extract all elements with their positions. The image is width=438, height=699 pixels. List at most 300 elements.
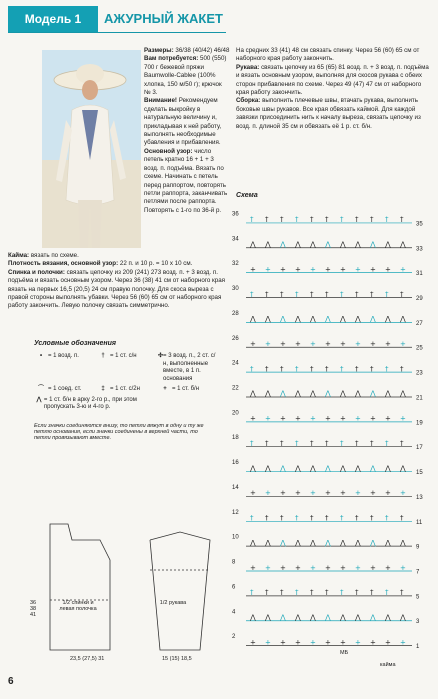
- chart-stitch-mark: †: [385, 588, 389, 597]
- row-number-left: 2: [232, 634, 236, 641]
- chart-stitch-mark: +: [355, 340, 361, 348]
- chart-stitch-mark: †: [310, 588, 314, 597]
- chart-stitch-mark: ⋀: [250, 389, 256, 398]
- gauge-label: Плотность вязания, основной узор:: [8, 260, 119, 268]
- chart-stitch-mark: †: [265, 290, 269, 299]
- chart-stitch-mark: †: [310, 514, 314, 523]
- chart-stitch-mark: †: [355, 514, 359, 523]
- assembly-paragraph: [236, 97, 432, 131]
- chart-stitch-mark: +: [340, 414, 346, 423]
- chart-stitch-mark: ⋀: [355, 613, 361, 622]
- need-value: 500 (550) 700 г бежевой пряжи Baumwolle-Cablee (100% хлопка, 150 м/50 г); крючок № 3.: [144, 55, 227, 97]
- chart-stitch-mark: ⋀: [370, 240, 376, 249]
- chart-stitch-mark: †: [355, 439, 359, 448]
- chart-stitch-mark: +: [280, 414, 286, 423]
- sleeve-piece: [150, 532, 210, 650]
- chart-stitch-mark: ⋀: [265, 538, 271, 547]
- chart-stitch-mark: †: [295, 215, 299, 224]
- chart-stitch-mark: +: [310, 563, 316, 572]
- chart-stitch-mark: +: [250, 638, 256, 647]
- chart-stitch-mark: ⋀: [325, 240, 331, 249]
- gauge-text: 22 п. и 10 р. = 10 х 10 см.: [119, 260, 193, 268]
- chart-stitch-mark: †: [325, 290, 329, 299]
- chart-stitch-mark: ⋀: [295, 240, 301, 249]
- chart-stitch-mark: ⋀: [355, 389, 361, 398]
- legend-text: = 1 ст. б/н: [172, 386, 200, 392]
- chart-stitch-mark: †: [265, 514, 269, 523]
- chart-stitch-mark: †: [325, 364, 329, 373]
- chart-stitch-mark: ⋀: [250, 538, 256, 547]
- chart-stitch-mark: ⋀: [280, 538, 286, 547]
- model-tab: Модель 1: [8, 6, 98, 32]
- chart-stitch-mark: ⋀: [310, 613, 316, 622]
- chart-stitch-mark: †: [310, 439, 314, 448]
- chart-stitch-mark: ⋀: [340, 315, 346, 324]
- chart-stitch-mark: ⋀: [370, 613, 376, 622]
- sizes-label: Размеры:: [144, 47, 174, 54]
- chart-stitch-mark: †: [265, 364, 269, 373]
- chart-stitch-mark: +: [340, 563, 346, 572]
- row-number-right: 29: [416, 296, 423, 302]
- pattern-label: Основной узор:: [144, 147, 193, 155]
- chart-stitch-mark: †: [340, 364, 344, 373]
- sleeves-label: Рукава:: [236, 63, 260, 71]
- sc-icon: +: [163, 386, 167, 392]
- border-paragraph: [8, 252, 230, 260]
- chart-stitch-mark: +: [370, 563, 376, 572]
- chart-stitch-mark: †: [370, 290, 374, 299]
- chart-stitch-mark: ⋀: [265, 464, 271, 473]
- assembly-label: Сборка:: [236, 97, 261, 105]
- page-title: АЖУРНЫЙ ЖАКЕТ: [104, 11, 223, 26]
- chart-stitch-mark: +: [265, 340, 271, 348]
- chart-stitch-mark: ⋀: [325, 464, 331, 473]
- legend-text: = 1 ст. с/2н: [110, 386, 140, 392]
- chart-stitch-mark: †: [370, 215, 374, 224]
- chart-stitch-mark: +: [385, 638, 391, 647]
- chart-stitch-mark: ⋀: [295, 613, 301, 622]
- legend-text: = 3 возд. п., 2 ст. с/н, выполненные вместе, в 1 п. основания: [163, 353, 216, 382]
- chart-stitch-mark: ⋀: [265, 613, 271, 622]
- chart-stitch-mark: +: [310, 414, 316, 423]
- chart-stitch-mark: ⋀: [385, 389, 391, 398]
- row-number-left: 16: [232, 460, 239, 467]
- back-cont-text: На средних 33 (41) 48 см связать спинку. Через 56 (60) 65 см от наборного края работу закончить.: [236, 47, 420, 63]
- chart-stitch-mark: †: [295, 514, 299, 523]
- chart-stitch-mark: ⋀: [325, 315, 331, 324]
- chart-stitch-mark: ⋀: [340, 538, 346, 547]
- chart-stitch-mark: +: [385, 265, 391, 274]
- chart-stitch-mark: +: [385, 489, 391, 498]
- chart-stitch-mark: +: [370, 265, 376, 274]
- legend-items: [34, 353, 224, 415]
- chart-stitch-mark: +: [295, 489, 301, 498]
- back-label: Спинка и полочки:: [8, 268, 65, 276]
- chart-stitch-mark: †: [280, 290, 284, 299]
- chart-stitch-mark: +: [325, 414, 331, 423]
- chart-stitch-mark: ⋀: [400, 315, 406, 324]
- sleeve-piece-title: 1/2 рукава: [159, 600, 187, 606]
- chart-stitch-mark: †: [250, 364, 254, 373]
- page-number: 6: [8, 676, 14, 687]
- chart-stitch-mark: ⋀: [400, 613, 406, 622]
- chart-stitch-mark: +: [340, 638, 346, 647]
- row-number-right: 5: [416, 594, 420, 601]
- sizes-value: 36/38 (40/42) 46/48: [175, 47, 230, 54]
- chart-stitch-mark: +: [355, 638, 361, 647]
- row-number-left: 4: [232, 609, 236, 616]
- chart-stitch-mark: ⋀: [385, 315, 391, 324]
- row-number-right: 15: [416, 470, 423, 477]
- chart-stitch-mark: †: [370, 364, 374, 373]
- chart-stitch-mark: +: [280, 265, 286, 274]
- chart-stitch-mark: ⋀: [325, 538, 331, 547]
- chart-stitch-mark: ⋀: [295, 538, 301, 547]
- chart-stitch-mark: +: [325, 638, 331, 647]
- chart-stitch-mark: ⋀: [370, 389, 376, 398]
- right-text: [236, 47, 432, 131]
- chart-stitch-mark: +: [340, 265, 346, 274]
- rapport-caption: МБ: [340, 650, 349, 656]
- border-caption: кайма: [380, 662, 396, 668]
- chart-stitch-mark: †: [265, 439, 269, 448]
- row-number-left: 6: [232, 584, 236, 591]
- chart-stitch-mark: ⋀: [385, 464, 391, 473]
- chart-stitch-mark: ⋀: [280, 240, 286, 249]
- back-lower-label: [30, 600, 36, 618]
- row-number-left: 18: [232, 435, 239, 442]
- model-photo: [42, 50, 141, 248]
- crochet-chart: [232, 200, 428, 660]
- slip-stitch-icon: ⌒: [37, 386, 44, 392]
- chart-stitch-mark: +: [340, 489, 346, 498]
- chart-stitch-mark: †: [265, 588, 269, 597]
- chart-stitch-mark: †: [385, 215, 389, 224]
- back-text: связать цепочку из 209 (241) 273 возд. п. + 3 возд. п. подъёма и вязать основным узором. Через 36 (38) 41 см от наборного края вязать на первых 16,5 (20,5) 24 см правую полочку. Для скоса выреза с правой стороны выполнять убавки. Через 56 (60) 65 см от наборного края работу закончить. Левую полочку связать симметрично.: [8, 268, 225, 310]
- row-number-left: 10: [232, 534, 239, 541]
- chart-stitch-mark: ⋀: [355, 538, 361, 547]
- row-number-left: 28: [232, 310, 239, 317]
- chart-stitch-mark: +: [310, 489, 316, 498]
- chain-icon: •: [39, 353, 43, 359]
- chart-stitch-mark: ⋀: [295, 464, 301, 473]
- chart-stitch-mark: ⋀: [265, 389, 271, 398]
- legend-item: [34, 353, 96, 383]
- chart-stitch-mark: †: [370, 439, 374, 448]
- legend-text: = 1 ст. б/н в арку 2-го р., при этом пропускать 3-ю и 4-го р.: [43, 396, 137, 410]
- body-text: [8, 252, 230, 311]
- back-bottom-label: 23,5 (27,5) 31: [70, 656, 105, 662]
- legend-note: Если значки соединяются внизу, то петли вяжут в одну и ту же петлю основания, если значки соединены в верхней части, то петли провязывают вместе.: [34, 422, 204, 441]
- dim-text: 15: [162, 656, 169, 662]
- chart-stitch-mark: †: [295, 588, 299, 597]
- chart-stitch-mark: ⋀: [250, 240, 256, 249]
- chart-stitch-mark: †: [280, 514, 284, 523]
- pattern-value: число петель кратно 16 + 1 + 3 возд. п. подъёма. Вязать по схеме. Начинать с петель перед раппортом, повторять петли раппорта, заканчивать петлями после раппорта. Повторять с 1-го по 36-й р.: [144, 147, 228, 214]
- chart-stitch-mark: ⋀: [385, 538, 391, 547]
- sleeves-paragraph: [236, 64, 432, 98]
- chart-stitch-mark: +: [265, 489, 271, 498]
- chart-stitch-mark: +: [250, 340, 256, 348]
- chart-stitch-mark: ⋀: [250, 464, 256, 473]
- back-piece-title: 1/2 спинки и левая полочка: [59, 600, 97, 612]
- chart-stitch-mark: †: [385, 290, 389, 299]
- chart-grid: [232, 211, 423, 650]
- chart-stitch-mark: +: [400, 414, 406, 423]
- chart-stitch-mark: †: [325, 514, 329, 523]
- row-number-right: 3: [416, 619, 420, 626]
- chart-stitch-mark: †: [385, 439, 389, 448]
- border-label: Кайма:: [8, 252, 30, 259]
- chart-stitch-mark: ⋀: [355, 464, 361, 473]
- chart-stitch-mark: ⋀: [340, 464, 346, 473]
- legend-item: [158, 386, 220, 394]
- chart-stitch-mark: †: [250, 514, 254, 523]
- chart-stitch-mark: +: [310, 638, 316, 647]
- chart-stitch-mark: +: [355, 489, 361, 498]
- chart-stitch-mark: +: [250, 563, 256, 572]
- chart-stitch-mark: ⋀: [250, 613, 256, 622]
- chart-stitch-mark: +: [385, 414, 391, 423]
- chart-stitch-mark: †: [310, 290, 314, 299]
- chart-stitch-mark: †: [250, 588, 254, 597]
- chart-stitch-mark: ⋀: [400, 464, 406, 473]
- sc-arch-icon: ⋀: [36, 396, 42, 403]
- chart-stitch-mark: †: [400, 514, 404, 523]
- gauge-paragraph: [8, 260, 230, 268]
- attention-label: Внимание!: [144, 97, 177, 105]
- row-number-right: 35: [416, 221, 423, 228]
- chart-stitch-mark: †: [340, 514, 344, 523]
- legend-item: [96, 386, 158, 394]
- chart-stitch-mark: +: [355, 563, 361, 572]
- need-label: Вам потребуется:: [144, 55, 199, 63]
- chart-stitch-mark: +: [250, 414, 256, 423]
- chart-stitch-mark: †: [310, 364, 314, 373]
- chart-stitch-mark: ⋀: [325, 389, 331, 398]
- chart-stitch-mark: +: [265, 563, 271, 572]
- chart-stitch-mark: †: [370, 588, 374, 597]
- chart-stitch-mark: +: [355, 414, 361, 423]
- chart-stitch-mark: †: [355, 290, 359, 299]
- chart-stitch-mark: ⋀: [355, 315, 361, 324]
- chart-stitch-mark: +: [355, 265, 361, 274]
- row-number-right: 17: [416, 445, 423, 452]
- chart-stitch-mark: †: [400, 290, 404, 299]
- chart-stitch-mark: +: [265, 265, 271, 274]
- chart-stitch-mark: +: [325, 489, 331, 498]
- chart-stitch-mark: †: [385, 364, 389, 373]
- back-continuation: [236, 47, 432, 64]
- chart-stitch-mark: +: [340, 340, 346, 348]
- chart-stitch-mark: +: [400, 340, 406, 348]
- chart-stitch-mark: †: [325, 588, 329, 597]
- chart-stitch-mark: +: [280, 340, 286, 348]
- row-number-right: 25: [416, 345, 423, 352]
- chart-stitch-mark: +: [265, 414, 271, 423]
- chart-stitch-mark: ⋀: [370, 464, 376, 473]
- assembly-text: выполнить плечевые швы, втачать рукава, выполнить боковые швы рукавов. Все края обвязать каймой. Для каждой завязки присоединить нить к началу выреза, связать цепочку из возд. п. длиной 35 см и обвязать её 1 р. ст. б/н.: [236, 97, 421, 130]
- row-number-left: 14: [232, 484, 239, 491]
- chart-stitch-mark: +: [325, 563, 331, 572]
- row-number-left: 24: [232, 360, 239, 367]
- dc-icon: †: [101, 353, 105, 359]
- legend-title: Условные обозначения: [34, 340, 117, 347]
- chart-stitch-mark: †: [340, 290, 344, 299]
- dim-text: 23,5: [70, 656, 81, 662]
- photo-illustration: [42, 50, 141, 248]
- chart-stitch-mark: ⋀: [265, 240, 271, 249]
- row-number-right: 1: [416, 644, 420, 651]
- chart-stitch-mark: +: [400, 265, 406, 274]
- row-number-left: 30: [232, 286, 239, 293]
- legend-item: [34, 397, 158, 412]
- chart-stitch-mark: ⋀: [280, 315, 286, 324]
- spec-block: [144, 47, 230, 215]
- chart-stitch-mark: +: [250, 489, 256, 498]
- chart-stitch-mark: ⋀: [295, 315, 301, 324]
- legend-text: = 1 соед. ст.: [48, 386, 82, 392]
- chart-stitch-mark: +: [280, 638, 286, 647]
- chart-stitch-mark: +: [295, 638, 301, 647]
- chart-stitch-mark: +: [400, 489, 406, 498]
- chart-stitch-mark: ⋀: [250, 315, 256, 324]
- chart-stitch-mark: ⋀: [385, 613, 391, 622]
- chart-stitch-mark: †: [295, 439, 299, 448]
- row-number-left: 26: [232, 335, 239, 342]
- row-number-left: 22: [232, 385, 239, 392]
- legend-text: = 1 ст. с/н: [110, 353, 137, 359]
- chart-stitch-mark: †: [355, 215, 359, 224]
- row-number-right: 31: [416, 271, 423, 278]
- border-text: вязать по схеме.: [30, 252, 79, 259]
- row-number-right: 21: [416, 395, 423, 402]
- chart-stitch-mark: †: [250, 439, 254, 448]
- chart-stitch-mark: ⋀: [400, 240, 406, 249]
- chart-stitch-mark: +: [325, 265, 331, 274]
- chart-stitch-mark: ⋀: [385, 240, 391, 249]
- row-number-left: 32: [232, 261, 239, 268]
- back-piece: [50, 524, 110, 650]
- chart-stitch-mark: +: [295, 563, 301, 572]
- chart-stitch-mark: +: [295, 340, 301, 348]
- chart-stitch-mark: †: [340, 439, 344, 448]
- chart-stitch-mark: †: [325, 439, 329, 448]
- legend-item: [34, 386, 96, 394]
- sleeves-text: связать цепочку из 65 (65) 81 возд. п. + 3 возд. п. подъёма и вязать основным узором, выполняя для скосов рукава с обеих сторон прибавления по схеме. Через 49 (47) 47 см от наборного края работу закончить.: [236, 63, 429, 97]
- chart-stitch-mark: +: [265, 638, 271, 647]
- legend-item: [96, 353, 158, 383]
- header-rule: [8, 32, 226, 33]
- dim-text: 36: [30, 600, 37, 606]
- chart-stitch-mark: †: [400, 588, 404, 597]
- chart-stitch-mark: ⋀: [340, 613, 346, 622]
- chart-stitch-mark: +: [280, 563, 286, 572]
- row-number-right: 27: [416, 320, 423, 327]
- chart-stitch-mark: †: [295, 364, 299, 373]
- chart-stitch-mark: ⋀: [280, 389, 286, 398]
- chart-stitch-mark: †: [355, 588, 359, 597]
- attention-value: Рекомендуем сделать выкройку в натуральную величину и, прикладывая к ней работу, выполнять необходимые убавления и прибавления.: [144, 97, 222, 147]
- chart-stitch-mark: ⋀: [370, 538, 376, 547]
- chart-stitch-mark: †: [370, 514, 374, 523]
- chart-stitch-mark: †: [400, 215, 404, 224]
- chart-stitch-mark: †: [400, 364, 404, 373]
- row-number-left: 34: [232, 236, 239, 243]
- sleeve-bottom-label: 15 (15) 18,5: [162, 656, 192, 662]
- chart-stitch-mark: ⋀: [310, 389, 316, 398]
- row-number-left: 20: [232, 410, 239, 417]
- chart-stitch-mark: +: [370, 489, 376, 498]
- chart-stitch-mark: †: [295, 290, 299, 299]
- dim-text: 41: [30, 612, 37, 618]
- row-number-right: 9: [416, 544, 420, 551]
- chart-stitch-mark: +: [250, 265, 256, 274]
- cluster-icon: ✣: [158, 353, 164, 359]
- chart-stitch-mark: ⋀: [310, 464, 316, 473]
- row-number-right: 7: [416, 569, 420, 576]
- chart-stitch-mark: +: [280, 489, 286, 498]
- chart-stitch-mark: †: [310, 215, 314, 224]
- chart-stitch-mark: †: [280, 364, 284, 373]
- chart-stitch-mark: +: [310, 265, 316, 274]
- chart-stitch-mark: ⋀: [370, 315, 376, 324]
- dim-text: 38: [30, 606, 37, 612]
- chart-stitch-mark: †: [340, 215, 344, 224]
- chart-stitch-mark: +: [385, 340, 391, 348]
- chart-stitch-mark: †: [265, 215, 269, 224]
- legend-text: = 1 возд. п.: [48, 353, 79, 359]
- legend: [34, 340, 224, 441]
- schema-title: Схема: [236, 192, 258, 199]
- chart-stitch-mark: †: [280, 215, 284, 224]
- chart-stitch-mark: †: [250, 290, 254, 299]
- chart-stitch-mark: ⋀: [400, 389, 406, 398]
- row-number-right: 13: [416, 494, 423, 501]
- row-number-right: 19: [416, 420, 423, 427]
- row-number-right: 33: [416, 246, 423, 253]
- tr-icon: ‡: [101, 386, 105, 392]
- legend-item: [158, 353, 220, 383]
- chart-stitch-mark: †: [250, 215, 254, 224]
- chart-stitch-mark: ⋀: [325, 613, 331, 622]
- chart-stitch-mark: ⋀: [400, 538, 406, 547]
- chart-stitch-mark: †: [325, 215, 329, 224]
- chart-stitch-mark: +: [370, 638, 376, 647]
- row-number-left: 36: [232, 211, 239, 218]
- row-number-right: 11: [416, 519, 423, 526]
- pattern-pieces: [30, 510, 230, 670]
- chart-stitch-mark: ⋀: [310, 538, 316, 547]
- chart-stitch-mark: †: [280, 588, 284, 597]
- chart-stitch-mark: ⋀: [265, 315, 271, 324]
- chart-stitch-mark: +: [310, 340, 316, 348]
- chart-stitch-mark: ⋀: [355, 240, 361, 249]
- chart-stitch-mark: +: [295, 265, 301, 274]
- chart-stitch-mark: +: [385, 563, 391, 572]
- row-number-right: 23: [416, 370, 423, 377]
- chart-stitch-mark: †: [355, 364, 359, 373]
- chart-stitch-mark: ⋀: [310, 240, 316, 249]
- chart-stitch-mark: ⋀: [340, 240, 346, 249]
- chart-stitch-mark: †: [400, 439, 404, 448]
- chart-stitch-mark: †: [340, 588, 344, 597]
- chart-stitch-mark: ⋀: [280, 613, 286, 622]
- chart-stitch-mark: †: [385, 514, 389, 523]
- chart-stitch-mark: +: [295, 414, 301, 423]
- chart-stitch-mark: +: [370, 414, 376, 423]
- chart-stitch-mark: ⋀: [310, 315, 316, 324]
